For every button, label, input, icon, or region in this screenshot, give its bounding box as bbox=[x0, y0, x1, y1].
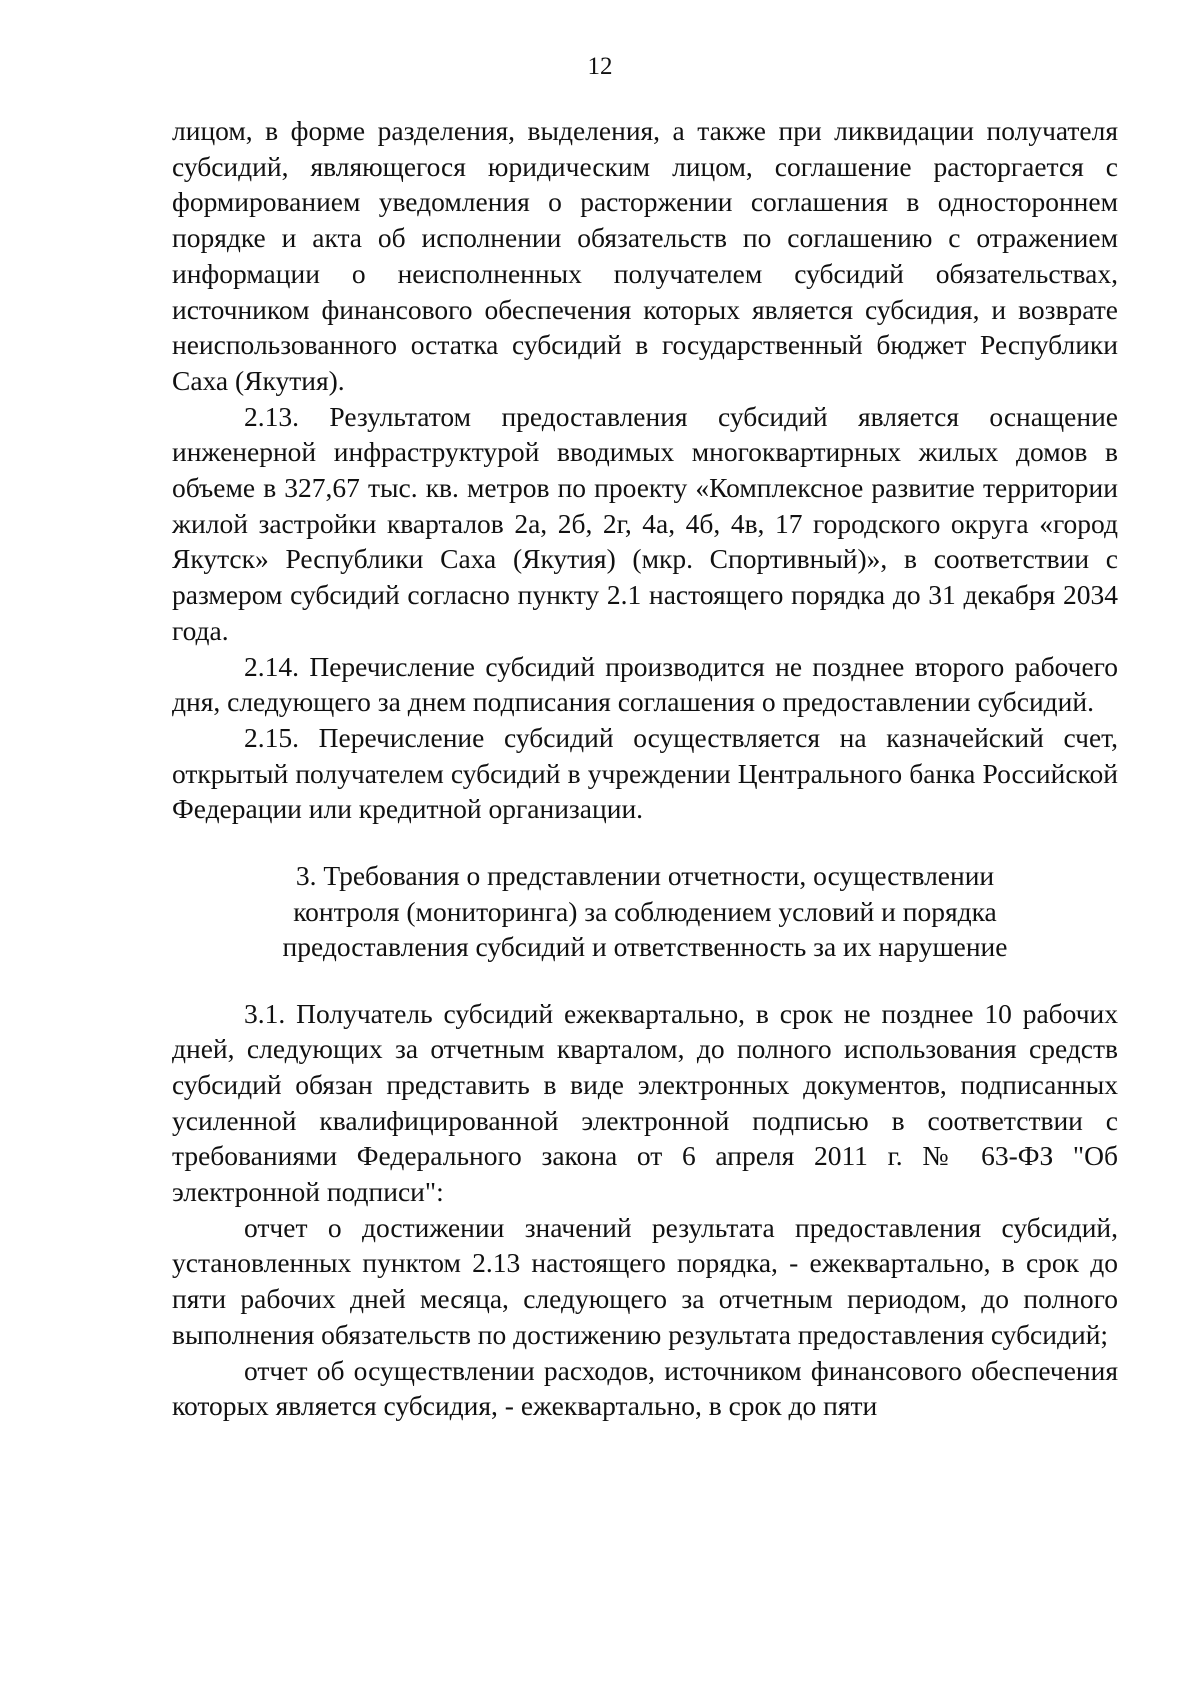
paragraph-2-15: 2.15. Перечисление субсидий осуществляется на казначейский счет, открытый получателем субсидий в учреждении Центрального банка Российской Федерации или кредитной организации. bbox=[172, 721, 1118, 825]
paragraph-continuation: лицом, в форме разделения, выделения, а также при ликвидации получателя субсидий, являющегося юридическим лицом, соглашение расторгается с формированием уведомления о расторжении соглашения в одностороннем порядке и акта об исполнении обязательств по соглашению с отражением информации о неисполненных получателем субсидий обязательствах, источником финансового обеспечения которых является субсидия, и возврате неиспользованного остатка субсидий в государственный бюджет Республики Саха (Якутия). bbox=[172, 115, 1118, 396]
section-heading-line: 3. Требования о представлении отчетности, осуществлении bbox=[295, 860, 995, 892]
paragraph-report-expenses: отчет об осуществлении расходов, источником финансового обеспечения которых является субсидия, - ежеквартально, в срок до пяти bbox=[172, 1354, 1118, 1422]
paragraph-3-1: 3.1. Получатель субсидий ежеквартально, в срок не позднее 10 рабочих дней, следующих за отчетным кварталом, до полного использования средств субсидий обязан представить в виде электронных документов, подписанных усиленной квалифицированной электронной подписью в соответствии с требованиями Федерального закона от 6 апреля 2011 г. № 63-ФЗ "Об электронной подписи": bbox=[172, 997, 1118, 1208]
section-heading-line: контроля (мониторинга) за соблюдением условий и порядка bbox=[293, 895, 997, 927]
paragraph-2-14: 2.14. Перечисление субсидий производится не позднее второго рабочего дня, следующего за днем подписания соглашения о предоставлении субсидий. bbox=[172, 650, 1118, 718]
section-heading bbox=[172, 858, 1118, 965]
paragraph-2-13: 2.13. Результатом предоставления субсидий является оснащение инженерной инфраструктурой вводимых многоквартирных жилых домов в объеме в 327,67 тыс. кв. метров по проекту «Комплексное развитие территории жилой застройки кварталов 2а, 2б, 2г, 4а, 4б, 4в, 17 городского округа «город Якутск» Республики Саха (Якутия) (мкр. Спортивный)», в соответствии с размером субсидий согласно пункту 2.1 настоящего порядка до 31 декабря 2034 года. bbox=[172, 400, 1118, 646]
page-number: 12 bbox=[587, 53, 613, 80]
paragraph-report-results: отчет о достижении значений результата предоставления субсидий, установленных пунктом 2.13 настоящего порядка, - ежеквартально, в срок до пяти рабочих дней месяца, следующего за отчетным периодом, до полного выполнения обязательств по достижению результата предоставления субсидий; bbox=[172, 1211, 1118, 1350]
document-body bbox=[172, 113, 1118, 1424]
section-heading-line: предоставления субсидий и ответственность за их нарушение bbox=[282, 931, 1008, 963]
